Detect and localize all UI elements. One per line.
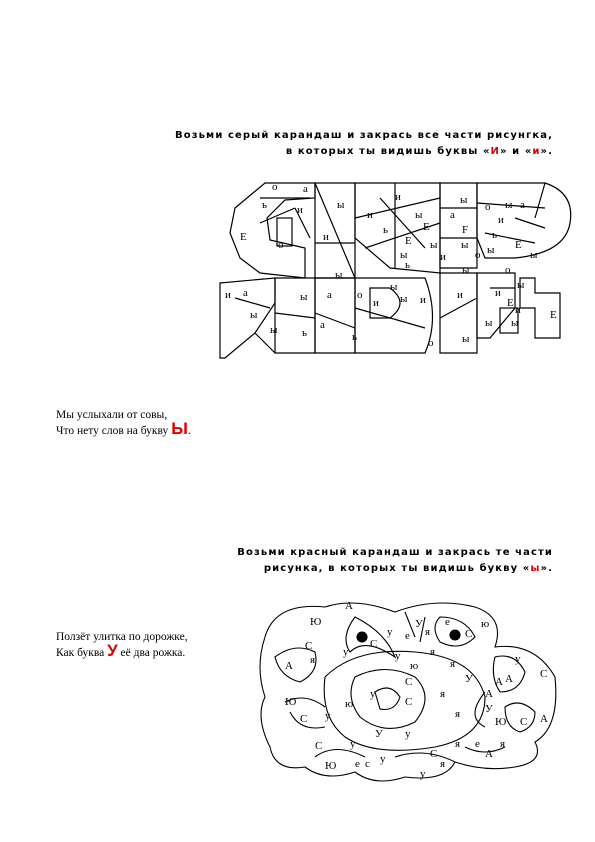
puzzle2-letter: С [520, 716, 528, 728]
puzzle2-letter: А [505, 673, 513, 685]
puzzle1-letter: и [440, 251, 446, 263]
puzzle2-letter: С [315, 740, 323, 752]
puzzle1-letter: ы [270, 324, 278, 336]
puzzle1-letter: и [367, 209, 373, 221]
task2-line2: рисунка, в которых ты видишь букву «ы». [263, 563, 553, 574]
poem2-line2: Как буква У её два рожка. [56, 641, 186, 660]
puzzle2-letter: я [430, 646, 436, 658]
puzzle1-letter: ь [302, 327, 308, 339]
task2-instruction [237, 545, 553, 577]
puzzle2-letter: с [365, 758, 370, 770]
task1-line2: в которых ты видишь буквы «И» и «и». [285, 146, 553, 157]
puzzle1-letter: а [243, 287, 248, 299]
puzzle2-letter: у [395, 650, 401, 662]
puzzle1-letter: ы [390, 281, 398, 293]
puzzle1-letter: Е [507, 297, 514, 309]
puzzle1-letter: и [323, 231, 329, 243]
poem2-line1: Ползёт улитка по дорожке, [56, 631, 188, 643]
puzzle1-letter: и [297, 204, 303, 216]
task1-instruction [175, 128, 553, 160]
puzzle2-letter: ю [345, 698, 354, 710]
puzzle2-letter: ю [410, 660, 419, 672]
puzzle2-letter: я [440, 758, 446, 770]
puzzle2-letter: у [405, 728, 411, 740]
puzzle1-letter: ы [335, 269, 343, 281]
puzzle2-letter: е [355, 758, 360, 770]
puzzle2-letter: е [405, 630, 410, 642]
puzzle1-letter: а [303, 183, 308, 195]
puzzle2-letter: А [345, 600, 353, 612]
puzzle2-letter: я [450, 658, 456, 670]
puzzle1-letter: ы [485, 317, 493, 329]
puzzle1-letter: Е [515, 239, 522, 251]
puzzle2-letter: У [465, 673, 473, 685]
puzzle1-letter: ы [487, 244, 495, 256]
puzzle2-letter: е [445, 616, 450, 628]
puzzle2-letter: я [455, 708, 461, 720]
puzzle2-letter: у [325, 710, 331, 722]
puzzle1-letter: ь [405, 259, 411, 271]
puzzle2-letter: С [405, 696, 413, 708]
puzzle2-letter: Ю [310, 616, 322, 628]
puzzle1-letter: а [327, 289, 332, 301]
puzzle1-letter: а [450, 209, 455, 221]
puzzle1-letter: и [495, 287, 501, 299]
puzzle2-letter: А [485, 748, 493, 760]
puzzle2-letter: я [425, 626, 431, 638]
puzzle1-letter: ы [462, 333, 470, 345]
poem1-line2: Что нету слов на букву Ы. [56, 419, 191, 438]
puzzle2-letter: я [500, 738, 506, 750]
puzzle2-letter: Ю [325, 760, 337, 772]
puzzle2-letter: А [285, 660, 293, 672]
puzzle2-letter: С [300, 713, 308, 725]
poem1-letter: Ы [171, 419, 188, 438]
puzzle1-letter: о [505, 264, 511, 276]
task1-letter-a: И [490, 146, 501, 157]
puzzle2-letter: у [350, 738, 356, 750]
puzzle2-letter: С [430, 748, 438, 760]
puzzle1-letter: F [462, 224, 469, 236]
puzzle2-letter: А [495, 676, 503, 688]
puzzle1-letter: ы [337, 199, 345, 211]
puzzle1-letter: о [272, 181, 278, 193]
puzzle1-letter: ы [400, 293, 408, 305]
puzzle1-letter: ь [383, 224, 389, 236]
puzzle2-letter: У [375, 728, 383, 740]
puzzle1-letter: ь [492, 229, 498, 241]
puzzle1-letter: Е [423, 221, 430, 233]
puzzle2-letter: у [420, 768, 426, 780]
task2-line1: Возьми красный карандаш и закрась те части [237, 547, 553, 558]
puzzle1-letter: и [373, 297, 379, 309]
puzzle1-letter: о [428, 337, 434, 349]
puzzle1-letter: о [485, 201, 491, 213]
puzzle2-letter: ю [481, 618, 490, 630]
puzzle1-letter: ы [430, 239, 438, 251]
puzzle2-letter: у [387, 626, 393, 638]
puzzle2-letter: Ю [285, 696, 297, 708]
puzzle1-letter: Е [550, 309, 557, 321]
puzzle1-letter: ь [352, 331, 358, 343]
puzzle1-letter: и [498, 214, 504, 226]
puzzle1-letter: ы [415, 209, 423, 221]
puzzle2-letter: у [380, 753, 386, 765]
puzzle2-letter: С [305, 640, 313, 652]
puzzle2-letter: я [455, 738, 461, 750]
puzzle1-picture [215, 178, 575, 368]
puzzle1-letter: о [278, 239, 284, 251]
puzzle2-letter: У [485, 703, 493, 715]
puzzle2-letter: я [440, 688, 446, 700]
puzzle2-letter: Ю [495, 716, 507, 728]
poem1-line1: Мы услыхали от совы, [56, 409, 168, 421]
puzzle1-letter: а [320, 319, 325, 331]
puzzle1-letter: Е [240, 231, 247, 243]
puzzle1-letter: ы [461, 239, 469, 251]
puzzle1-letter: ы [462, 264, 470, 276]
puzzle1-letter: и [420, 294, 426, 306]
puzzle2-letter: А [485, 688, 493, 700]
puzzle2-letter: е [475, 738, 480, 750]
puzzle1-letter: о [357, 289, 363, 301]
puzzle1-letter: и [515, 304, 521, 316]
task1-letter-b: и [532, 146, 541, 157]
puzzle1-letter: ы [505, 199, 513, 211]
puzzle2-letter: у [343, 646, 349, 658]
puzzle1-letter: а [520, 199, 525, 211]
task1-line1: Возьми серый карандаш и закрась все части рисунгка, [175, 130, 553, 141]
puzzle1-letter: и [395, 191, 401, 203]
puzzle1-letter: Е [405, 235, 412, 247]
puzzle2-letter: я [310, 654, 316, 666]
puzzle1-letter: ы [460, 194, 468, 206]
puzzle1-letter: ы [517, 279, 525, 291]
puzzle1-letter: ы [400, 249, 408, 261]
puzzle1-letter: ы [250, 309, 258, 321]
puzzle1-letter: ы [300, 291, 308, 303]
puzzle2-letter: у [370, 688, 376, 700]
puzzle1-letter: и [457, 289, 463, 301]
puzzle1-letter: ы [530, 249, 538, 261]
poem2 [56, 630, 188, 660]
puzzle1-letter: и [225, 289, 231, 301]
poem1 [56, 408, 191, 438]
puzzle2-letter: С [540, 668, 548, 680]
puzzle1-letter: ь [262, 199, 268, 211]
poem2-letter: У [107, 641, 118, 660]
puzzle2-letter: У [415, 618, 423, 630]
puzzle1-letter: о [475, 249, 481, 261]
puzzle2-letter: С [405, 676, 413, 688]
puzzle2-picture [255, 597, 560, 792]
puzzle2-letter: С [370, 638, 378, 650]
task2-letter: ы [530, 563, 541, 574]
puzzle2-letter: С [465, 628, 473, 640]
puzzle2-letter: у [515, 653, 521, 665]
puzzle2-letter: А [540, 713, 548, 725]
puzzle1-letter: ы [511, 317, 519, 329]
